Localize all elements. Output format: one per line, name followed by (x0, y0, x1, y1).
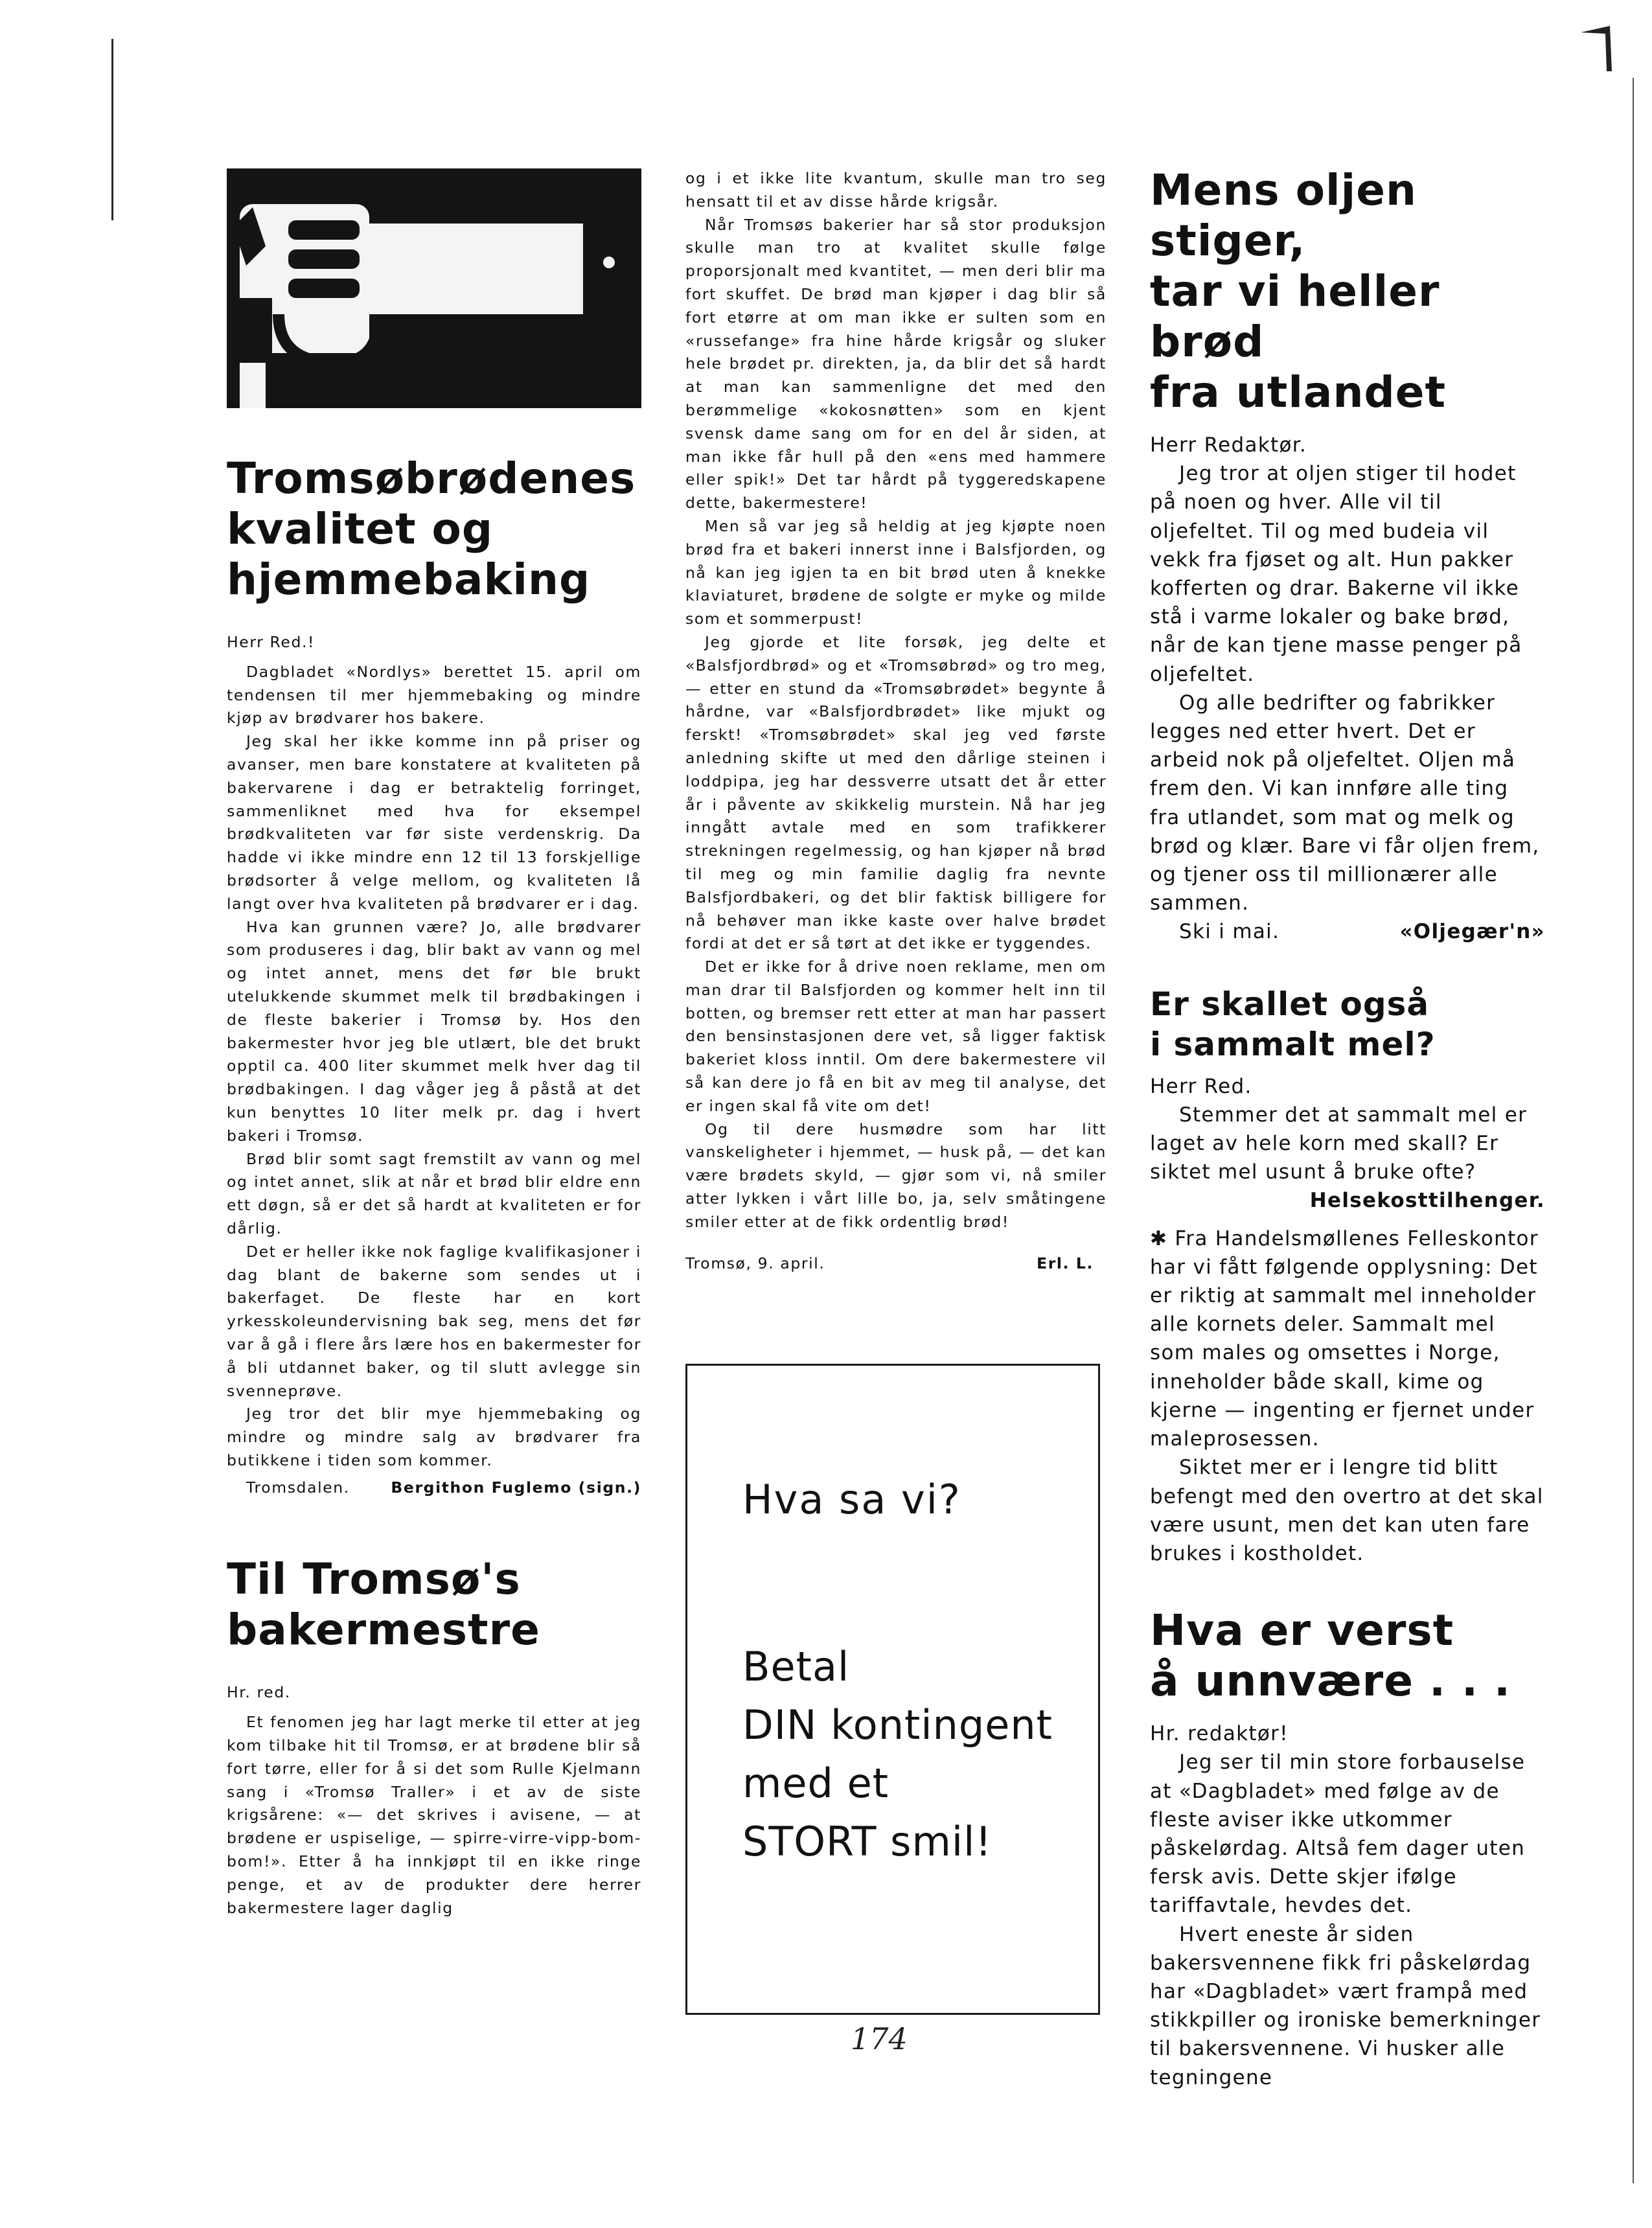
paragraph: Hvert eneste år siden bakersvennene fikk fri påskelørdag har «Dagbladet» vært frampå med stikkpiller og ironiske bemerkninger til bakersvennene. Vi husker alle tegningene (1150, 1922, 1541, 2089)
paragraph: Og til dere husmødre som har litt vanskeligheter i hjemmet, — husk på, — det kan være brødets skyld, — gjør som vi, nå smiler atter lykken i vårt lille bo, ja, selv småtingene smiler etter at de fikk ordentlig brød! (685, 1120, 1107, 1231)
paragraph: Jeg skal her ikke komme inn på priser og avanser, men bare konstatere at kvaliteten på bakervarene i dag er betraktelig forringet, sammenliknet med hva for eksempel brødkvaliteten var før siste verdenskrig. Da hadde vi ikke mindre enn 12 til 13 forskjellige brødsorter å velge mellom, og kvaliteten lå langt over hva kvaliteten på brødvarer er i dag. (227, 732, 641, 913)
paragraph: Men så var jeg så heldig at jeg kjøpte noen brød fra et bakeri innerst inne i Balsfjorden, og nå kan jeg igjen ta en bit brød uten å knekke klaviaturet, brødene de solgte er myke og milde som et sommerpust! (685, 516, 1107, 628)
paragraph: Hva kan grunnen være? Jo, alle brødvarer som produseres i dag, blir bakt av vann og mel og intet annet, mens det før ble brukt utelukkende skummet melk til brødbakingen i de fleste bakerier i Tromsø by. Hos den bakermester hvor jeg ble utlært, ble det brukt opptil ca. 400 liter skummet melk hver dag til brødbakingen. I dag våger jeg å påstå at det kun benyttes 10 liter melk pr. dag i hvert bakeri i Tromsø. (227, 917, 641, 1145)
signature: Helsekosttilhenger. (1309, 1189, 1545, 1213)
article-title: Tromsøbrødenes kvalitet og hjemmebaking (227, 454, 636, 604)
signature-line (1150, 917, 1545, 946)
paragraph: Det er ikke for å drive noen reklame, men om man drar til Balsfjorden og kommer helt inn til botten, og bremser rett etter at man har passert den bensinstasjonen dere vet, så ligger faktisk bakeriet kloss inntil. Om dere bakermestere vil så kan dere jo få en bit av meg til analyse, det er ingen skal få vite om det! (685, 958, 1107, 1115)
pistol-with-bread-icon (227, 168, 641, 408)
signature: «Oljegær'n» (1399, 920, 1545, 944)
paragraph: Og alle bedrifter og fabrikker legges ned etter hvert. Det er arbeid nok på oljefeltet. Oljen må frem den. Vi kan innføre alle ting fra utlandet, som mat og melk og brød og klær. Bare vi får oljen frem, og tjener oss til millionærer alle sammen. (1150, 691, 1540, 915)
membership-ad-box (685, 1364, 1100, 2015)
column-right (1150, 165, 1545, 2092)
article-title: Hva er verst å unnvære . . . (1150, 1605, 1511, 1706)
paragraph: Jeg gjorde et lite forsøk, jeg delte et «Balsfjordbrød» og et «Tromsøbrød» og tro meg, — etter en stund da «Tromsøbrødet» begynte å hårdne, var «Balsfjordbrødet» like mjukt og ferskt! «Tromsøbrødet» skal jeg ved første anledning skifte ut med den dårlige steinen i loddpipa, jeg har dessverre utsatt det år etter år i påvente av skikkelig murstein. Nå har jeg inngått avtale med en som trafikkerer strekningen regelmessig, og han kjøper nå brød til meg og min familie daglig fra nevnte Balsfjordbakeri, og det blir faktisk billigere for nå behøver man ikke kaste over halve brødet fordi at det er så tørt at det ikke er tyggendes. (685, 632, 1107, 953)
paragraph: Det er heller ikke nok faglige kvalifikasjoner i dag blant de bakerne som sendes ut i bakerfaget. De fleste har en kort yrkesskoleundervisning bak seg, mens det før var å gå i flere års lære hos en bakermester for å bli utdannet baker, og til slutt avlegge sin svenneprøve. (227, 1242, 641, 1400)
place: Tromsdalen. (246, 1478, 350, 1497)
paragraph: Dagbladet «Nordlys» berettet 15. april om tendensen til mer hjemmebaking og mindre kjøp av brødvarer hos bakere. (227, 662, 641, 728)
left-scan-edge (111, 39, 113, 220)
article-title: Til Tromsø's bakermestre (227, 1554, 540, 1655)
place: Ski i mai. (1179, 920, 1280, 944)
salutation: Herr Redaktør. (1150, 433, 1307, 457)
ad-title: Hva sa vi? (742, 1476, 961, 1523)
signature: Erl. L. (1037, 1254, 1094, 1272)
paragraph: Jeg tror at oljen stiger til hodet på noen og hver. Alle vil til oljefeltet. Til og med budeia vil vekk fra fjøset og alt. Hun pakker kofferten og drar. Bakerne vil ikke stå i varme lokaler og bake brød, når de kan tjene masse penger på oljefeltet. (1150, 462, 1522, 686)
editor-reply: ✱ Fra Handelsmøllenes Felleskontor har vi fått følgende opplysning: Det er riktig at sammalt mel inneholder alle kornets deler. Sammalt mel som males og omsettes i Norge, inneholder både skall, kime og kjerne — ingenting er fjernet under maleprosessen. (1150, 1226, 1539, 1451)
page-number: 174 (851, 2021, 908, 2056)
paragraph: Jeg ser til min store forbauselse at «Dagbladet» med følge av de fleste aviser ikke utkommer påskelørdag. Altså fem dager uten fersk avis. Dette skjer ifølge tariffavtale, hevdes det. (1150, 1751, 1526, 1918)
paragraph: Jeg tror det blir mye hjemmebaking og mindre og mindre salg av brødvarer fra butikkene i tiden som kommer. (227, 1405, 641, 1469)
article-title: Er skallet også i sammalt mel? (1150, 985, 1436, 1063)
paragraph: Når Tromsøs bakerier har så stor produksjon skulle man tro at kvalitet skulle følge proporsjonalt med kvantitet, — men deri blir ma fort skuffet. De brød man kjøper i dag blir så fort etørre at om man ikke er sulten som en «russefange» fra hine hårde krigsår og sluker hele brødet pr. direkten, ja, da blir det så hardt at man kan sammenligne det med den berømmelige «kokosnøtten» som en kjent svensk dame sang om for en del år siden, at man ikke får hull på den «ens med hammere eller spik!» Det tar hårdt på tyggeredskapene dette, bakermestere! (685, 215, 1107, 512)
salutation: Herr Red. (1150, 1074, 1252, 1098)
signature-line (227, 1476, 641, 1500)
salutation: Herr Red.! (227, 633, 315, 651)
signature-line (685, 1252, 1107, 1276)
right-scan-edge (1633, 78, 1634, 2183)
column-left (227, 168, 641, 1920)
place: Tromsø, 9. april. (685, 1254, 825, 1272)
paragraph: Brød blir somt sagt fremstilt av vann og mel og intet annet, slik at når et brød blir eldre enn ett døgn, så er det så hardt at kvaliteten er for dårlig. (227, 1149, 641, 1237)
article-title: Mens oljen stiger, tar vi heller brød fra utlandet (1150, 165, 1447, 417)
column-middle (685, 167, 1107, 1275)
salutation: Hr. redaktør! (1150, 1722, 1289, 1746)
signature: Bergithon Fuglemo (sign.) (391, 1478, 641, 1497)
salutation: Hr. red. (227, 1683, 291, 1702)
paragraph: og i et ikke lite kvantum, skulle man tro seg hensatt til et av disse hårde krigsår. (685, 169, 1107, 211)
paragraph: Stemmer det at sammalt mel er laget av hele korn med skall? Er siktet mel usunt å bruke ofte? (1150, 1103, 1528, 1184)
ad-body: Betal DIN kontingent med et STORT smil! (742, 1643, 1053, 1865)
editor-reply: Siktet mer er i lengre tid blitt befengt med den overtro at det skal være usunt, men det kan uten fare brukes i kostholdet. (1150, 1456, 1544, 1565)
corner-fold-mark (1581, 26, 1620, 71)
paragraph: Et fenomen jeg har lagt merke til etter at jeg kom tilbake hit til Tromsø, er at brødene blir så fort tørre, eller for å si det som Rulle Kjelmann sang i «Tromsø Traller» i et av de siste krigsårene: «— det skrives i avisene, — at brødene er uspiselige, — spirre-virre-vipp-bom-bom!». Etter å ha innkjøpt til en ikke ringe penge, et av de produkter dere herrer bakermestere lager daglig (227, 1713, 641, 1917)
